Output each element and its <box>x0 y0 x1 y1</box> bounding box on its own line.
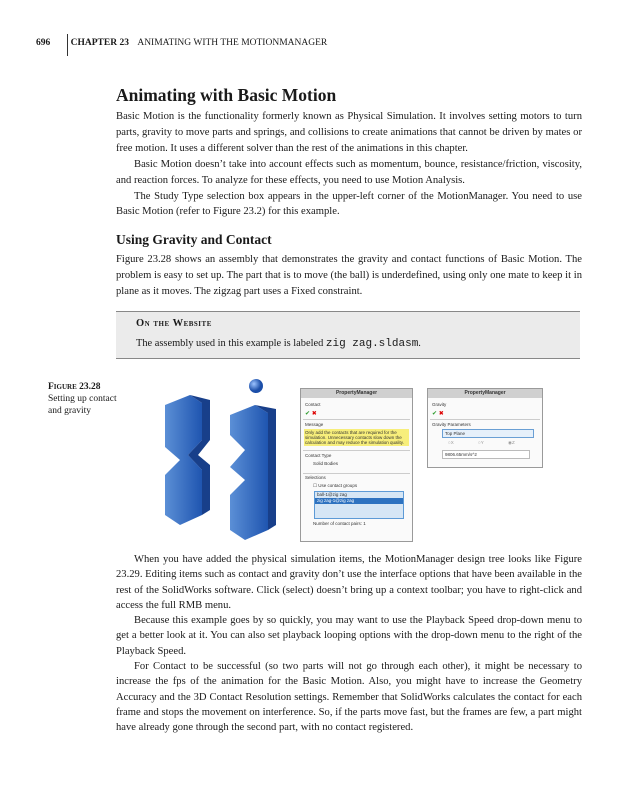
list-item[interactable]: zig zag-1@zig zag <box>315 498 403 504</box>
axis-label: Y <box>480 440 484 445</box>
contact-type-solid-bodies[interactable]: Solid Bodies <box>313 461 339 466</box>
section2-body <box>116 252 582 300</box>
figure-label: Figure 23.28 <box>48 382 101 392</box>
paragraph: Figure 23.28 shows an assembly that demonstrates the gravity and contact functions of Basic Motion. The problem is easy to set up. The part that is to move (the ball) is underdefined, using only one mate to keep it in plane as it moves. The zigzag part uses a Fixed constraint. <box>116 254 582 297</box>
axis-label: Z <box>511 440 515 445</box>
website-callout <box>116 311 580 359</box>
contact-pairs-count: Number of contact pairs: 1 <box>313 521 366 526</box>
gravity-params-header[interactable]: Gravity Parameters <box>432 422 471 427</box>
header-divider <box>67 34 68 56</box>
direction-plane-field[interactable]: Top Plane <box>442 429 534 438</box>
paragraph: For Contact to be successful (so two parts will not go through each other), it might be necessary to increase the fps of the animation for the Basic Motion. Also, you might have to increase the Geometry Accuracy and the 3D Contact Resolution settings. Remember that SolidWorks calculates the contact for each frame and stops the movement on interference. So, if the parts move fast, but the frames are few, a part might have already gone through the second part, with no contact registered. <box>116 661 582 734</box>
contact-propertymanager <box>300 388 413 542</box>
section1-body <box>116 109 582 220</box>
ball <box>249 379 263 393</box>
list-item[interactable]: ball-1@zig zag <box>317 492 347 497</box>
message-text: Only add the contacts that are required for the simulation. Unnecessary contacts slow down the calculation and may reduce the simulation quality. <box>304 429 409 446</box>
selections-header[interactable]: Selections <box>305 475 326 480</box>
use-contact-groups-checkbox[interactable]: ☐ Use contact groups <box>313 483 358 488</box>
gravity-value-field[interactable]: 9806.65mm/s^2 <box>442 450 530 459</box>
selection-list[interactable] <box>314 491 404 519</box>
pm-title: PropertyManager <box>428 389 542 398</box>
axis-radio-z[interactable]: ◉Z <box>508 440 515 445</box>
axis-radio-x[interactable]: ○X <box>448 440 454 445</box>
message-header[interactable]: Message <box>305 422 324 427</box>
checkbox-label: Use contact groups <box>318 483 358 488</box>
pm-title: PropertyManager <box>301 389 412 398</box>
figure-caption-text: Setting up contact and gravity <box>48 394 117 416</box>
paragraph: Basic Motion is the functionality formerly known as Physical Simulation. It involves setting motors to turn parts, gravity to move parts and springs, and collisions to create animations that cannot be driven by mates or free motion. It uses a different solver than the rest of the animations in this chapter. <box>116 111 582 154</box>
filename: zig zag.sldasm <box>325 338 419 350</box>
callout-title: On the Website <box>136 318 212 329</box>
paragraph: Basic Motion doesn’t take into account effects such as momentum, bounce, resistance/friction, viscosity, and reaction forces. To analyze for these effects, you need to use Motion Analysis. <box>116 158 582 186</box>
ok-cancel-icons[interactable]: ✔ ✖ <box>305 411 317 417</box>
contact-type-header[interactable]: Contact Type <box>305 453 332 458</box>
callout-text-end: . <box>418 338 421 349</box>
paragraph: The Study Type selection box appears in the upper-left corner of the MotionManager. You need to use Basic Motion (refer to Figure 23.2) for this example. <box>116 190 582 218</box>
zigzag-assembly-image <box>160 375 295 540</box>
figure-caption <box>48 381 118 417</box>
section3-body <box>116 552 582 736</box>
zigzag-right-block <box>230 405 268 540</box>
subsection-heading: Using Gravity and Contact <box>116 232 272 247</box>
axis-label: X <box>450 440 454 445</box>
axis-radio-y[interactable]: ○Y <box>478 440 484 445</box>
paragraph: Because this example goes by so quickly, you may want to use the Playback Speed drop-down menu to get a better look at it. You can also set playback looping options with the drop-down menu to the right of the Playback Speed. <box>116 615 582 657</box>
pm-feature: Contact <box>305 402 321 407</box>
pm-feature: Gravity <box>432 402 447 407</box>
running-header <box>36 38 327 48</box>
ok-cancel-icons[interactable]: ✔ ✖ <box>432 411 444 417</box>
paragraph: When you have added the physical simulation items, the MotionManager design tree looks like Figure 23.29. Editing items such as contact and gravity don’t use the interface options that have been available in the rest of the SolidWorks software. Click (select) doesn’t bring up a context toolbar; you have to right-click and access the full RMB menu. <box>116 554 582 611</box>
chapter-label: CHAPTER 23 <box>70 38 129 48</box>
gravity-propertymanager <box>427 388 543 468</box>
page-number: 696 <box>36 38 51 48</box>
section-heading: Animating with Basic Motion <box>116 85 337 105</box>
chapter-title: ANIMATING WITH THE MOTIONMANAGER <box>137 38 328 48</box>
callout-text <box>136 338 421 350</box>
callout-text-start: The assembly used in this example is labeled <box>136 338 326 349</box>
